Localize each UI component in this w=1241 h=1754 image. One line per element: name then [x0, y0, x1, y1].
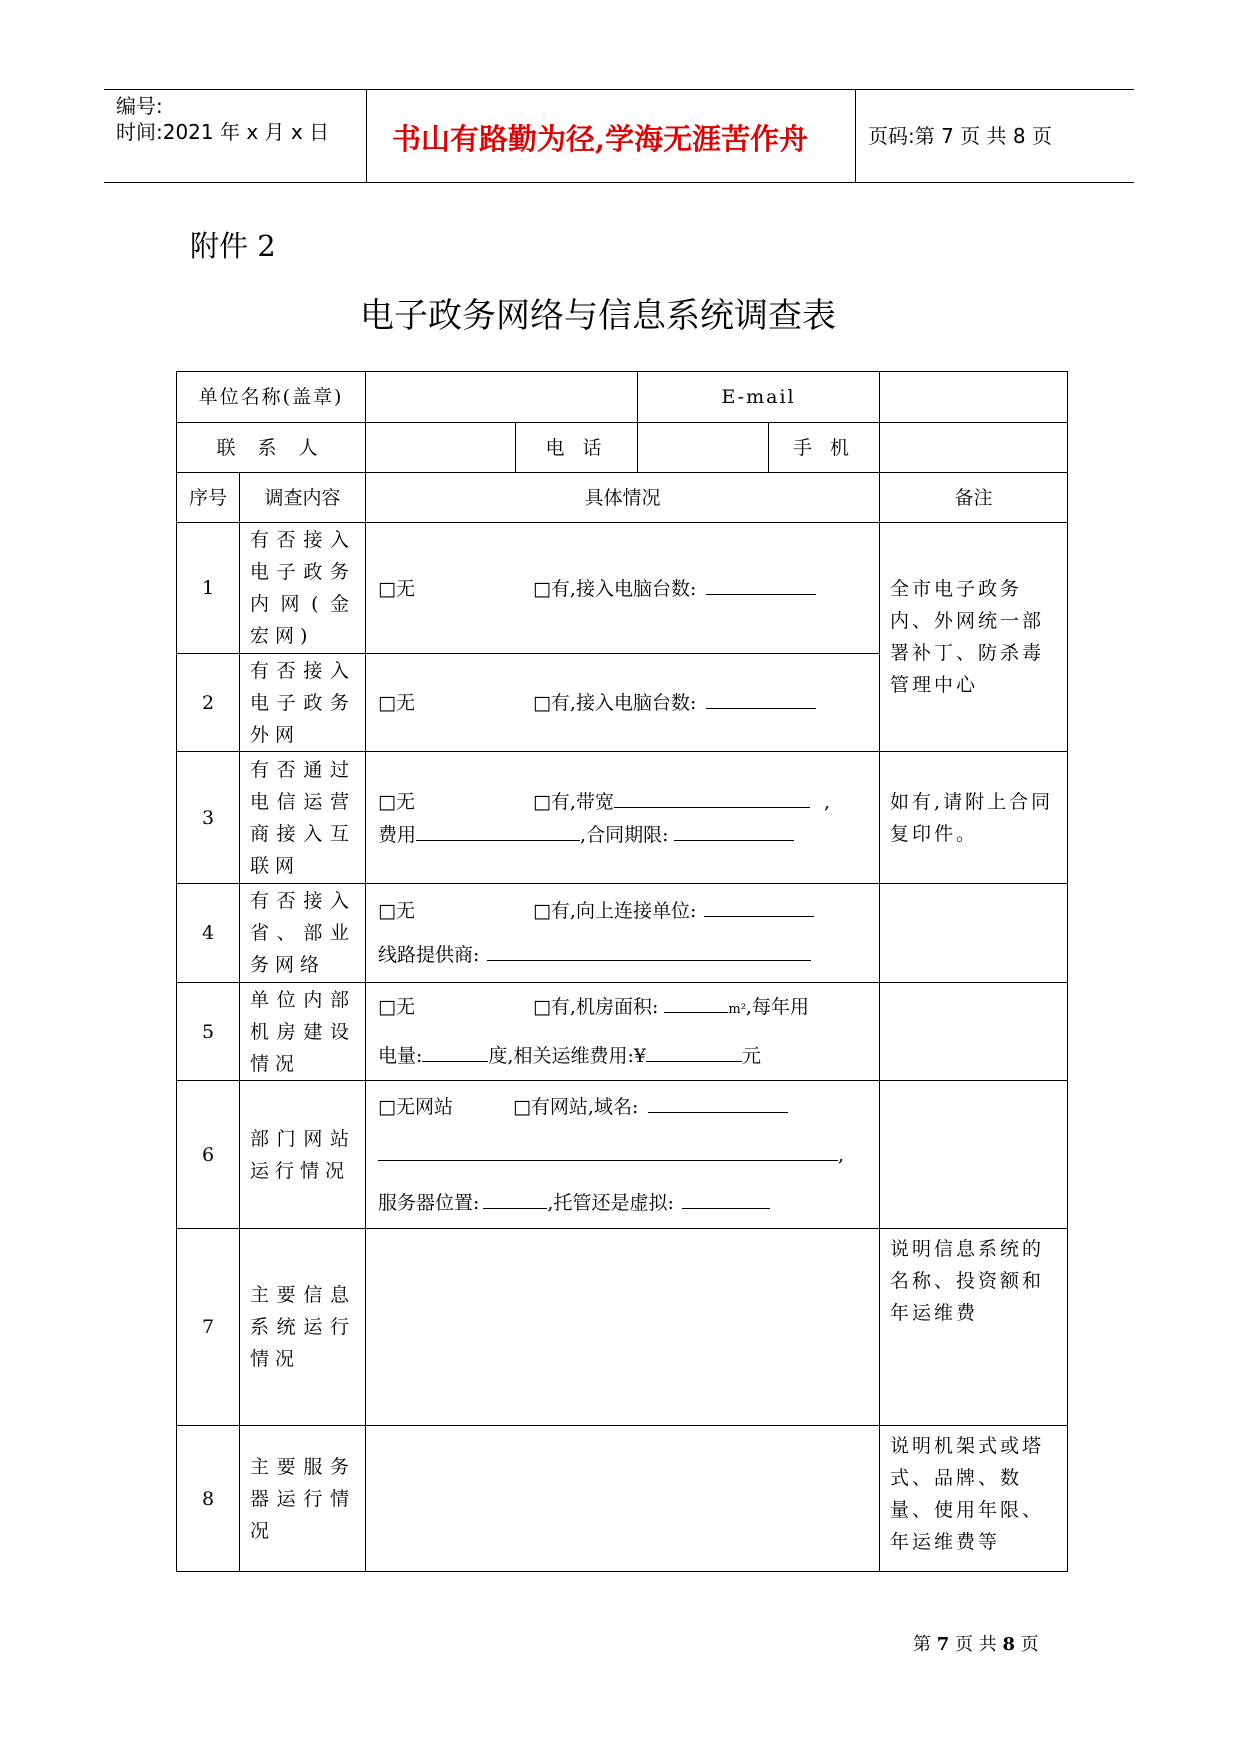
phone-label: 电 话 — [516, 423, 638, 473]
comma: , — [838, 1143, 845, 1166]
footer-prefix: 第 — [913, 1634, 931, 1655]
header-bottom-rule — [104, 182, 1134, 183]
header-divider-left — [366, 89, 367, 182]
row-detail — [366, 752, 880, 884]
row-item: 有否接入省、部业务网络 — [240, 884, 366, 983]
option-no[interactable]: □无 — [378, 692, 415, 714]
page-footer — [913, 1630, 1039, 1656]
contact-label: 联 系 人 — [177, 423, 366, 473]
col-header-note: 备注 — [880, 473, 1068, 523]
row-seq: 7 — [177, 1229, 240, 1426]
option-yes[interactable]: □有,向上连接单位: — [532, 900, 697, 922]
row-item: 有否通过电信运营商接入互联网 — [240, 752, 366, 884]
contact-field[interactable] — [366, 423, 516, 473]
row-detail — [366, 654, 880, 752]
row-item: 部门网站运行情况 — [240, 1081, 366, 1229]
footer-suffix: 页 — [1020, 1634, 1039, 1655]
pc-count-blank[interactable] — [706, 572, 816, 595]
row-item: 有否接入电子政务内网(金宏网) — [240, 523, 366, 654]
row-seq: 6 — [177, 1081, 240, 1229]
unit-name-label: 单位名称(盖章) — [177, 372, 366, 423]
option-no[interactable]: □无 — [378, 790, 415, 813]
col-header-detail: 具体情况 — [366, 473, 880, 523]
hosting-label: ,托管还是虚拟: — [547, 1191, 674, 1214]
header-number-label: 编号: — [116, 94, 163, 118]
table-row — [177, 523, 1068, 654]
upstream-unit-blank[interactable] — [704, 894, 814, 917]
row-seq: 2 — [177, 654, 240, 752]
row-detail — [366, 884, 880, 983]
header-page-code: 页码:第 7 页 共 8 页 — [868, 124, 1052, 148]
option-no[interactable]: □无 — [378, 996, 415, 1018]
row-seq: 8 — [177, 1426, 240, 1572]
header-motto: 书山有路勤为径,学海无涯苦作舟 — [392, 122, 809, 156]
option-yes[interactable]: □有,接入电脑台数: — [532, 577, 697, 600]
pc-count-blank[interactable] — [706, 686, 816, 709]
table-row — [177, 372, 1068, 423]
table-row — [177, 1426, 1068, 1572]
row-item: 单位内部机房建设情况 — [240, 983, 366, 1081]
comma: , — [823, 790, 831, 813]
option-has-website[interactable]: □有网站,域名: — [512, 1095, 639, 1118]
row-seq: 5 — [177, 983, 240, 1081]
footer-page: 7 — [936, 1634, 950, 1655]
row-detail — [366, 983, 880, 1081]
row-note — [880, 1081, 1068, 1229]
row-detail[interactable] — [366, 1229, 880, 1426]
row-note — [880, 884, 1068, 983]
unit-name-field[interactable] — [366, 372, 638, 423]
cost-label: 度,相关运维费用:¥ — [488, 1045, 646, 1067]
row-item: 主要服务器运行情况 — [240, 1426, 366, 1572]
table-header-row — [177, 473, 1068, 523]
header-time-label: 时间:2021 年 x 月 x 日 — [116, 120, 330, 144]
email-label: E-mail — [638, 372, 880, 423]
power-blank[interactable] — [422, 1039, 488, 1062]
row-detail — [366, 523, 880, 654]
domain-blank[interactable] — [648, 1090, 788, 1113]
col-header-item: 调查内容 — [240, 473, 366, 523]
table-row — [177, 423, 1068, 473]
header-top-rule — [104, 89, 1134, 90]
page-title: 电子政务网络与信息系统调查表 — [360, 296, 836, 336]
row-seq: 1 — [177, 523, 240, 654]
table-row — [177, 1229, 1068, 1426]
row-detail[interactable] — [366, 1426, 880, 1572]
table-row — [177, 884, 1068, 983]
yuan-label: 元 — [741, 1045, 761, 1067]
col-header-seq: 序号 — [177, 473, 240, 523]
option-yes[interactable]: □有,机房面积: — [532, 996, 659, 1018]
provider-blank[interactable] — [487, 938, 811, 961]
option-no[interactable]: □无 — [378, 900, 415, 922]
fee-blank[interactable] — [416, 818, 580, 841]
server-location-label: 服务器位置: — [378, 1191, 480, 1214]
option-no-website[interactable]: □无网站 — [378, 1095, 453, 1118]
table-row — [177, 983, 1068, 1081]
row-item: 主要信息系统运行情况 — [240, 1229, 366, 1426]
table-row — [177, 752, 1068, 884]
area-unit: m² — [728, 1002, 746, 1017]
power-label: 电量: — [378, 1045, 423, 1067]
phone-field[interactable] — [638, 423, 769, 473]
email-field[interactable] — [880, 372, 1068, 423]
option-yes[interactable]: □有,带宽 — [532, 790, 614, 813]
option-no[interactable]: □无 — [378, 577, 415, 600]
header-divider-right — [855, 89, 856, 182]
mobile-label: 手 机 — [769, 423, 880, 473]
footer-mid: 页 共 — [955, 1634, 997, 1655]
survey-table — [176, 371, 1068, 1572]
row-note: 如有,请附上合同复印件。 — [880, 752, 1068, 884]
annual-label: ,每年用 — [745, 996, 809, 1018]
domain-blank-cont[interactable] — [378, 1138, 838, 1161]
row-note — [880, 983, 1068, 1081]
annex-label: 附件 2 — [190, 229, 276, 263]
contract-blank[interactable] — [674, 818, 794, 841]
provider-label: 线路提供商: — [378, 944, 480, 966]
row-seq: 3 — [177, 752, 240, 884]
option-yes[interactable]: □有,接入电脑台数: — [532, 692, 697, 714]
hosting-blank[interactable] — [682, 1186, 770, 1209]
room-area-blank[interactable] — [664, 990, 728, 1013]
bandwidth-blank[interactable] — [614, 785, 810, 808]
footer-total: 8 — [1002, 1634, 1015, 1655]
mobile-field[interactable] — [880, 423, 1068, 473]
row-seq: 4 — [177, 884, 240, 983]
row-note: 说明机架式或塔式、品牌、数量、使用年限、年运维费等 — [880, 1426, 1068, 1572]
contract-label: ,合同期限: — [580, 823, 669, 846]
server-location-blank[interactable] — [483, 1186, 547, 1209]
row-note: 全市电子政务内、外网统一部署补丁、防杀毒管理中心 — [880, 523, 1068, 752]
fee-label: 费用 — [378, 823, 417, 846]
row-detail — [366, 1081, 880, 1229]
cost-blank[interactable] — [646, 1039, 742, 1062]
table-row — [177, 1081, 1068, 1229]
row-note: 说明信息系统的名称、投资额和年运维费 — [880, 1229, 1068, 1426]
row-item: 有否接入电子政务外网 — [240, 654, 366, 752]
